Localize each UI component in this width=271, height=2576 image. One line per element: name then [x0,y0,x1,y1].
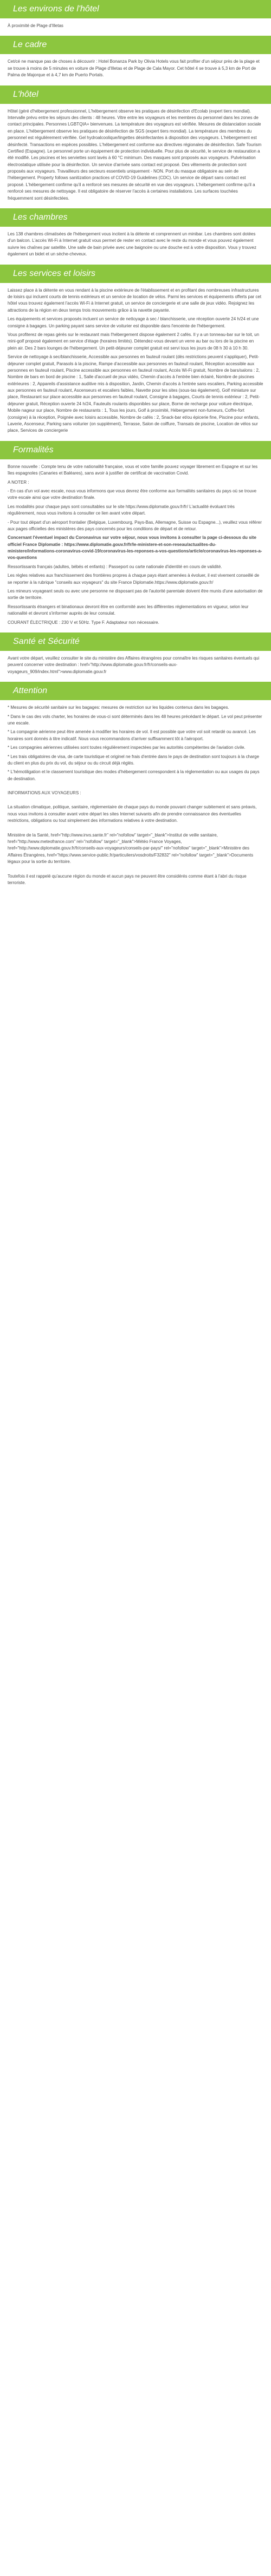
formalites-paragraph: COURANT ÉLECTRIQUE : 230 V et 50Hz. Type F. Adaptateur non nécessaire. [8,620,159,625]
attention-paragraph: * L'hémotiligation et le classement touristique des modes d'hébergement correspondent à la réglementation ou aux usages du pays de destination. [8,769,260,781]
attention-paragraph: * Mesures de sécurité sanitaire sur les bagages: mesures de restriction sur les liquides contenus dans les bagages. [8,705,229,710]
services-paragraph: Les équipements et services proposés incluent un service de nettoyage à sec / blanchisserie, une réception ouverte 24 h/24 et une consigne à bagages. Un parking payant sans service de voiturier est disponible dans l'enceinte de l'hébergement. [8,317,259,328]
formalites-paragraph: Les règles relatives aux franchissement des frontières propres à chaque pays étant amenées à évoluer, il est vivement conseillé de se reporter à la rubrique "conseils aux voyageurs" du site France Diplomatie.https://www.diplomatie.gouv.fr/ [8,573,260,585]
attention-paragraph: * Les compagnies aériennes utilisées sont toutes régulièrement inspectées par les autorités compétentes de l'aviation civile. [8,745,246,750]
formalites-paragraph: Ressortissants français (adultes, bébés et enfants) : Passeport ou carte nationale d'identité en cours de validité. [8,564,222,569]
section-title-attention: Attention [0,682,271,700]
attention-paragraph: * Les trais obligatoires de visa, de carte touristique et originel ne frais d'entrée dans le pays de destination sont toujours à la charge du client en plus du prix du vol, du séjour ou du circuit déjà réglés. [8,754,260,766]
footer-note: Toutefois il est rappelé qu'aucune région du monde et aucun pays ne peuvent être considérés comme étant à l'abri du risque terroriste. [8,873,247,885]
info-links[interactable]: Ministère de la Santé, href="http://www.invs.sante.fr" rel="nofollow" target="_blank">Institut de veille sanitaire, href="http://www.meteofrance.com" rel="nofollow" target="_blank">Météo France Voyages, href="http://www.diplomatie.gouv.fr/fr/conseils-aux-voyageurs/conseils-par-pays/" rel="nofollow" target="_blank">Ministère des Affaires Étrangères, href="https://www.service-public.fr/particuliers/vosdroits/F32832" rel="nofollow" target="_blank">Documents légaux pour la sortie du territoire. [8,832,254,865]
formalites-paragraph: Ressortissants étrangers et binationaux devront être en conformité avec les différentes réglementations en vigueur, selon leur nationalité et devront s'informer auprès de leur consulat. [8,604,249,616]
section-services [0,265,271,441]
section-title-services: Les services et loisirs [0,265,271,283]
formalites-paragraph: Les mineurs voyageant seuls ou avec une personne ne disposant pas de l'autorité parentale doivent être munis d'une autorisation de sortie de territoire. [8,589,263,601]
services-paragraph: Vous profiterez de repas gérés sur le restaurant mais l'hébergement dispose également 2 cafés. Il y a un tonneau-bar sur le toit, un mini-golf proposé également en service d'étage (horaires limités). Détendez-vous devant un verre au bar ou lors de la piscine en plein air. Des 2 bars lounges de l'hébergement. Un petit-déjeuner complet gratuit est servi tous les jours de 08 h 30 à 10 h 30. [8,332,260,351]
services-paragraph: Laissez place à la détente en vous rendant à la piscine extérieure de l'établissement et en profitant des nombreuses infrastructures de loisirs qui incluent courts de tennis extérieurs et un service de location de vélos. Parmi les services et équipements offerts par cet hôtel vous trouvez également l'accès Wi-Fi à Internet gratuit, un service de conciergerie et une salle de jeux vidéo. Rejoignez les attractions de la région en deux temps trois mouvements grâce à la navette payante. [8,287,262,313]
formalites-paragraph: A NOTER : [8,479,29,485]
attention-paragraph: * La compagnie aérienne peut être amenée à modifier les horaires de vol. Il est possible que votre vol soit retardé ou avancé. Les horaires sont donnés à titre indicatif. Nous vous recommandons d'arriver suffisamment tôt à l'aéroport. [8,729,256,741]
cadre-text: Cet/cé ne manque pas de choses à découvrir : Hotel Bonanza Park by Olivia Hotels vous fait profiter d'un séjour près de la plage et se trouve à moins de 5 minutes en voiture de Plage d'Illetas et de Plage de Cala Mayor. Cet hôtel 4 se trouve à 5,3 km de Port de Palma de Majorque et à 4,7 km de Puerto Portals. [8,59,260,78]
formalites-paragraph: - Pour tout départ d'un aéroport frontalier (Belgique, Luxembourg, Pays-Bas, Allemagne, Suisse ou Espagne...), veuillez vous référer aux pages officielles des ministères des pays concernés pour les conditions de départ et de retour. [8,519,262,531]
section-attention [0,682,271,893]
section-title-cadre: Le cadre [0,36,271,54]
section-title-formalites: Formalités [0,441,271,459]
section-title-hotel: L'hôtel [0,85,271,104]
section-hotel [0,85,271,208]
chambres-text: Les 138 chambres climatisées de l'hébergement vous incitent à la détente et comprennent un minibar. Les chambres sont dotées d'un balcon. L'accès Wi-Fi à Internet gratuit vous permet de rester en contact avec le reste du monde et vous pouvez également suivre les chaînes par satellite. Une salle de bain privée avec une baignoire ou une douche est à votre disposition. Vous y trouvez également un bidet et un sèche-cheveux. [8,232,256,257]
section-formalites [0,441,271,633]
info-heading: INFORMATIONS AUX VOYAGEURS : [8,790,81,796]
environs-text: À proximité de Plage d'Illetas [8,23,63,28]
section-title-environs: Les environs de l'hôtel [0,0,271,18]
attention-paragraph: * Dans le cas des vols charter, les horaires de vous-ci sont déterminés dans les 48 heures précédant le départ. Le vol peut présenter une escale. [8,714,262,726]
section-chambres [0,208,271,265]
formalites-paragraph: - En cas d'un vol avec escale, nous vous informons que vous devrez être conforme aux formalités sanitaires du pays où se trouve votre escale ainsi que votre destination finale. [8,488,257,500]
services-paragraph: Service de nettoyage à sec/blanchisserie, Accessible aux personnes en fauteuil roulant (dès restrictions peuvent s'appliquer), Petit-déjeuner complet gratuit, Parasols à la piscine, Rampe d'accessible aux personnes en fauteuil roulant, Réception accessible aux personnes en fauteuil roulant, Piscine accessible aux personnes en fauteuil roulant, Accès Wi-Fi gratuit, Nombre de bars/salons : 2, Nombre de bars en bord de piscine : 1, Salle d'accueil de jeux vidéo, Chemin d'accès à l'entrée bien éclairé, Nombre de piscines extérieures : 2, Appareils d'assistance auditive mis à disposition, Jardin, Chemin d'accès à l'entrée sans escaliers, Parking accessible aux personnes en fauteuil roulant, Ascenseurs et escaliers faibles, Navette pour les sites (sous-tas également), Golf miniature sur place, Restaurant sur place accessible aux personnes en fauteuil roulant, Consigne à bagages, Courts de tennis extérieur : 2, Petit-déjeuner gratuit, Réception ouverte 24 h/24, Fauteuils roulants disponibles sur place, Borne de recharge pour voiture électrique, Mobile nageur sur place, Nombre de restaurants : 1, Tous les jours, Golf à proximité, Hébergement non-fumeurs, Coffre-fort (consigne) à la réception, Poignée avec loisirs accessible, Nombre de cafés : 2, Snack-bar et/ou épicerie fine, Piscine pour enfants, Laverie, Ascenseur, Parking sans voiturier (on supplément), Terrasse, Salon de coiffure, Transats de piscine, Location de vélos sur place, Services de conciergerie [8,354,263,433]
section-sante [0,633,271,682]
sante-text: Avant votre départ, veuillez consulter le site du ministère des Affaires étrangères pour connaître les risques sanitaires éventuels qui peuvent concerner votre destination : href="http://www.diplomatie.gouv.fr/fr/conseils-aux-voyageurs_909/index.html">www.diplomatie.gouv.fr [8,656,260,674]
section-cadre [0,36,271,85]
info-text: La situation climatique, politique, sanitaire, réglementaire de chaque pays du monde pouvant changer subitement et sans préavis, nous vous invitons à consulter avant votre départ les sites Internet suivants afin de prendre connaissance des éventuelles restrictions, obligations ou tout simplement des informations relatives à votre destination. [8,805,257,823]
section-title-chambres: Les chambres [0,208,271,227]
formalites-paragraph: Concernant l'éventuel impact du Coronavirus sur votre séjour, nous vous invitons à consulter la page ci-dessous du site officiel France Diplomatie : https://www.diplomatie.gouv.fr/fr/le-ministere-et-son-reseau/actualites-du-ministere/informations-coronavirus-covid-19/coronavirus-les-reponses-a-vos-questions/article/coronavirus-les-reponses-a-vos-questions [8,535,262,561]
hotel-text: Hôtel (géré d'hébergement professionnel, L'hébergement observe les pratiques de désinfection d'Ecolab (expert tiers mondial). Intervalle prévu entre les séjours des clients : 48 heures. Vitre entre les voyageurs et les membres du personnel dans les zones de contact principales. Personnes LGBTQIA+ bienvenues. La température des voyageurs est vérifiée. Mesures de distanciation sociale en place. L'hébergement observe les pratiques de désinfection de SGS (expert tiers mondial). La température des membres du personnel est régulièrement vérifiée. Gel hydroalcoolique/lingettes désinfectantes à disposition des voyageurs. L'hébergement est désinfecté. Transactions en espèces possibles. L'hébergement est conforme aux directives régionales de désinfection. Safe Tourism Certified (Espagne). Le personnel porte un équipement de protection individuelle. Pour plus de sécurité, le service de restauration a été modifié. Les piscines et les serviettes sont lavés à 60 °C minimum. Des masques sont proposés aux voyageurs. Pulvérisation électrostatique utilisée pour la désinfection. Un service d'arrivée sans contact est proposé. Des vêtements de protection sont proposés aux voyageurs. Travailleurs des secteurs essentiels uniquement - NON. Port du masque obligatoire au sein de l'hébergement. Property follows sanitization practices of COVID-19 Guidelines (CDC). Un service de départ sans contact est proposé. L'hébergement confirme qu'il a renforcé ses mesures de sécurité en vue des voyageurs. L'hébergement confirme qu'il a renforcé ses mesures de nettoyage. Il est obligatoire de réserver l'accès à certaines installations. Les surfaces touchées fréquemment sont désinfectées. [8,108,262,201]
formalites-paragraph: Les modalités pour chaque pays sont consultables sur le site https://www.diplomatie.gouv.fr/fr/ L'actualité évoluant très régulièrement, nous vous invitons à consulter ce lien avant votre départ. [8,504,235,516]
section-environs [0,0,271,36]
formalites-paragraph: Bonne nouvelle : Compte tenu de votre nationalité française, vous et votre famille pouvez voyager librement en Espagne et sur les îles espagnoles (Canaries et Baléares), sans avoir à justifier de certificat de vaccination Covid. [8,464,258,476]
section-title-sante: Santé et Sécurité [0,633,271,651]
